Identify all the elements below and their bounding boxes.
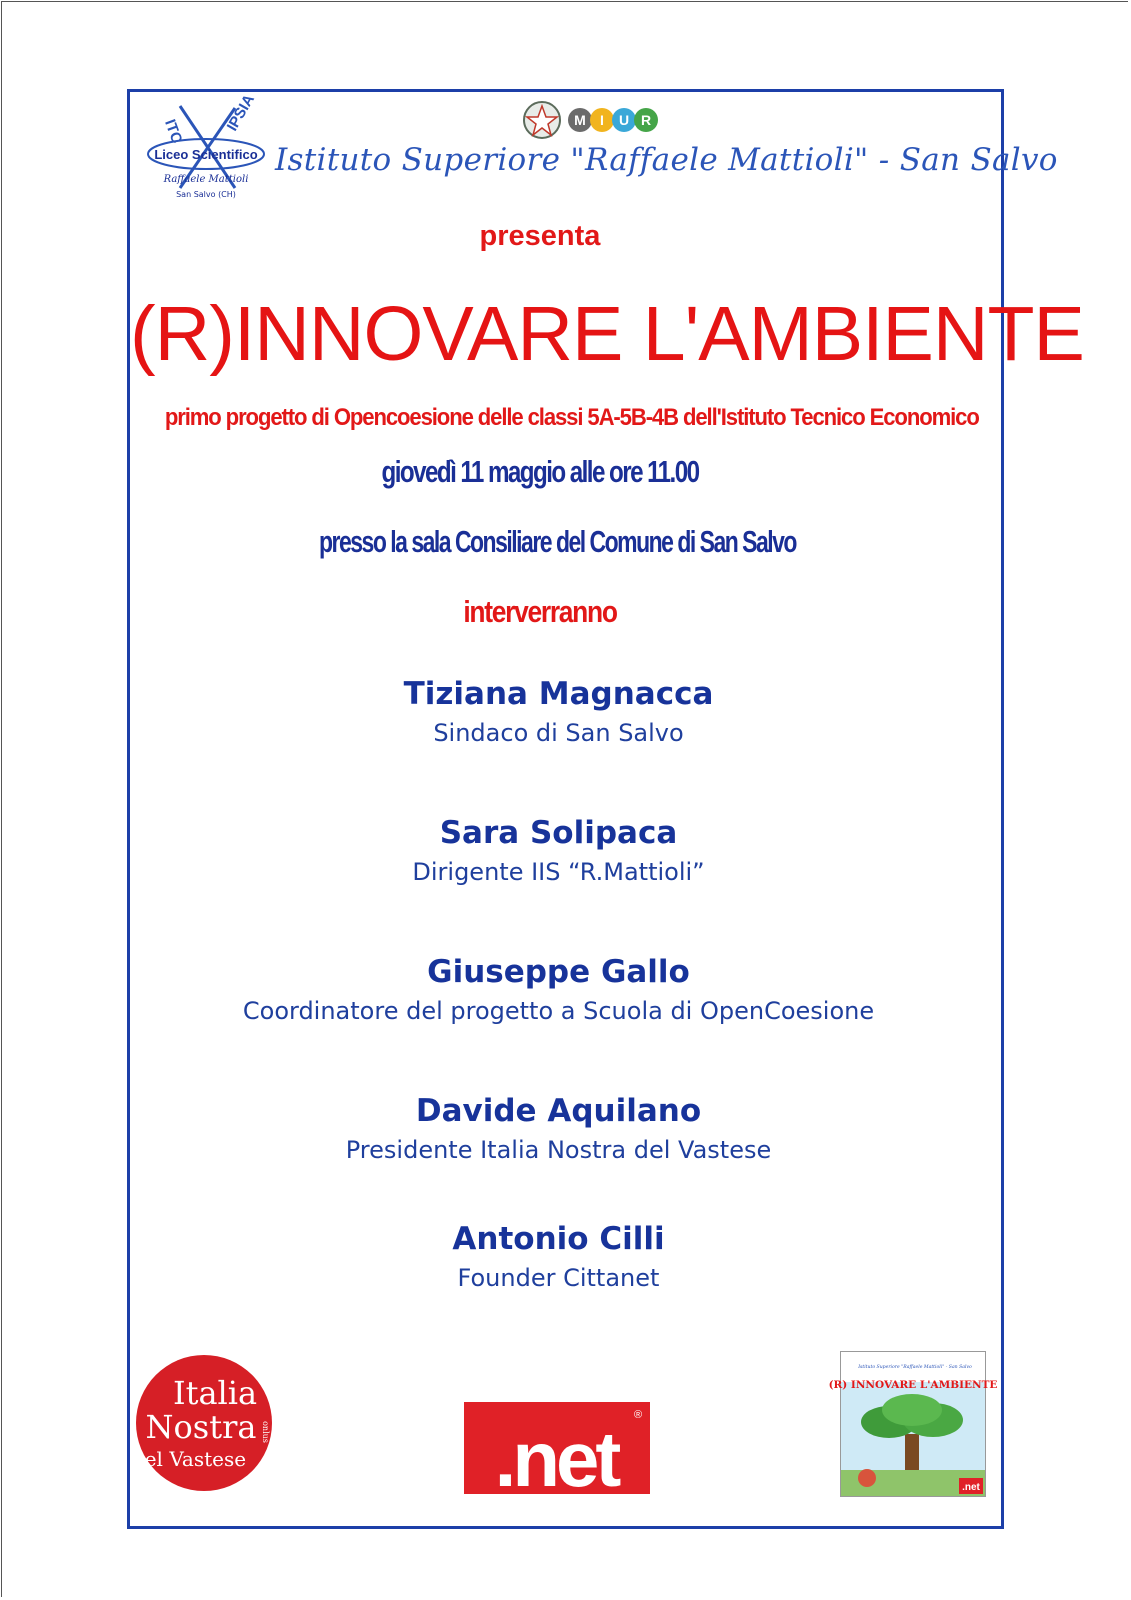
logo-main-text: Liceo Scientifico [154, 147, 258, 162]
speaker-item [130, 952, 987, 1091]
miur-logo-icon [568, 108, 658, 132]
thumb-badge-icon [858, 1469, 876, 1487]
speaker-role: Sindaco di San Salvo [433, 719, 684, 747]
logo-right-text: IPSIA [223, 91, 259, 135]
speaker-item [130, 813, 987, 952]
poster-thumb-net: .net [962, 1482, 980, 1493]
logo-place-text: San Salvo (CH) [176, 190, 236, 199]
italian-republic-emblem-icon [524, 102, 560, 138]
poster-thumbnail-art [828, 1352, 998, 1496]
italia-nostra-line2: Nostra [145, 1408, 257, 1446]
school-name: Istituto Superiore "Raffaele Mattioli" - San Salvo [275, 142, 1058, 178]
speaker-role: Coordinatore del progetto a Scuola di OpenCoesione [242, 997, 875, 1025]
speaker-item [130, 674, 987, 813]
event-title: (R)INNOVARE L'AMBIENTE [130, 291, 1084, 377]
speaker-name: Sara Solipaca [439, 815, 678, 851]
presenta-label: presenta [479, 220, 601, 252]
event-place: presso la sala Consiliare del Comune di San Salvo [319, 524, 796, 559]
logo-script-text: Raffaele Mattioli [163, 174, 249, 185]
net-logo-text: .net [494, 1415, 618, 1503]
italia-nostra-logo [133, 1354, 275, 1492]
poster-thumb-header: Istituto Superiore "Raffaele Mattioli" - San Salvo [858, 1365, 972, 1370]
speaker-name: Antonio Cilli [452, 1221, 665, 1257]
speaker-name: Giuseppe Gallo [427, 954, 690, 990]
poster-thumb-title: (R) INNOVARE L'AMBIENTE [828, 1379, 998, 1391]
svg-text:M: M [574, 112, 586, 128]
logo-top-text: ITC [161, 117, 186, 146]
net-logo [464, 1402, 650, 1503]
italia-nostra-line1: Italia [172, 1374, 258, 1412]
event-subtitle: primo progetto di Opencoesione delle classi 5A-5B-4B dell'Istituto Tecnico Economico [164, 404, 979, 431]
speaker-role: Founder Cittanet [457, 1264, 660, 1292]
svg-text:I: I [600, 112, 604, 128]
svg-text:U: U [618, 112, 630, 128]
emblems [522, 98, 682, 142]
italia-nostra-small: onlus [261, 1421, 270, 1443]
event-date: giovedì 11 maggio alle ore 11.00 [381, 454, 699, 489]
speaker-role: Presidente Italia Nostra del Vastese [345, 1136, 772, 1164]
speakers-list [130, 674, 987, 1358]
school-logo [140, 91, 272, 202]
speaker-item [130, 1219, 987, 1358]
poster-thumbnail [828, 1351, 998, 1497]
poster-frame [127, 89, 1084, 1529]
speakers-heading: interverranno [463, 594, 617, 629]
net-registered-mark: ® [633, 1409, 643, 1421]
svg-text:R: R [640, 112, 652, 128]
speaker-name: Davide Aquilano [415, 1093, 702, 1129]
speaker-item [130, 1091, 987, 1219]
italia-nostra-line3: del Vastese [131, 1447, 247, 1471]
speaker-name: Tiziana Magnacca [403, 676, 714, 712]
speaker-role: Dirigente IIS “R.Mattioli” [412, 858, 705, 886]
